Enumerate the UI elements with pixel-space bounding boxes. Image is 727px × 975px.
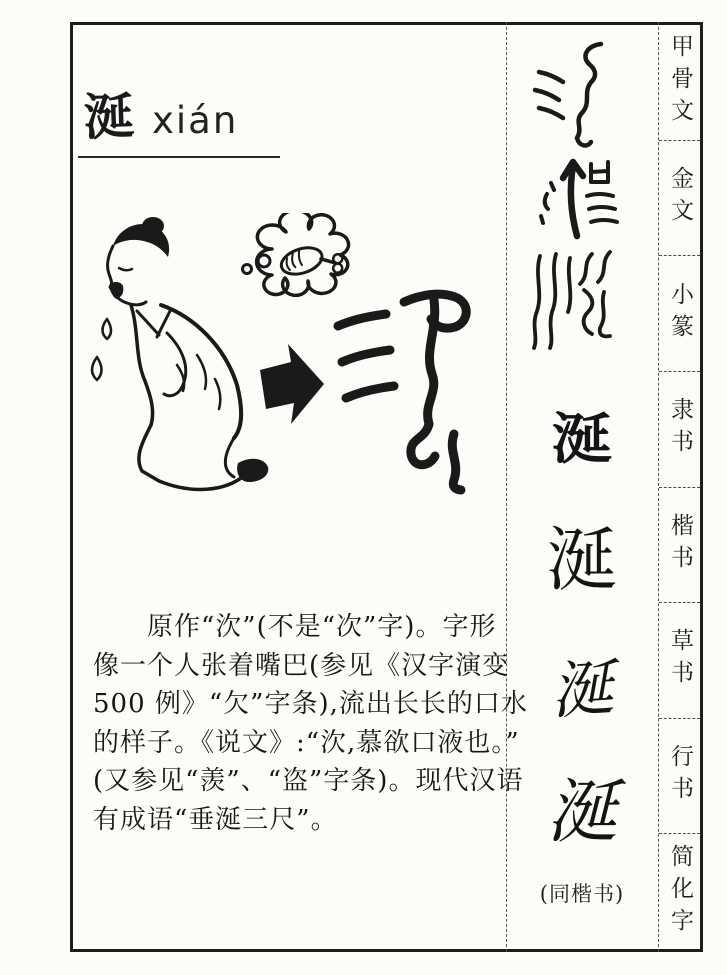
form-seal-glyph [526,246,626,354]
paragraph-line: 的样子。《说文》:“㳄,慕欲口液也。” [93,727,520,758]
form-simplified-note: (同楷书) [539,882,625,906]
open-mouth [110,282,123,299]
paragraph-line: (又参见“羡”、“盗”字条)。现代汉语 [93,766,524,796]
thought-trail-bubble [258,255,270,267]
hip-fold [225,438,234,477]
label-cell-simplified [659,834,700,949]
label-cell-regular [659,488,700,604]
label-oracle-bone: 甲骨文 [667,34,693,131]
label-small-seal: 小篆 [667,281,693,346]
label-bronze: 金文 [667,165,693,230]
label-cell-cursive [659,603,700,719]
headword-pinyin: xián [152,99,239,142]
header-underline [78,156,280,158]
form-clerical-script: 涎 [552,407,612,472]
right-arrow-icon [258,340,328,430]
back [161,305,241,438]
closed-eye [119,268,132,270]
foot [237,459,268,482]
paragraph-line: 像一个人张着嘴巴(参见《汉字演变 [93,650,510,681]
headword-character: 涎 [82,86,135,147]
label-cell-bronze [659,141,700,257]
label-cursive: 草书 [667,628,693,693]
person-figure [92,217,268,489]
label-cell-clerical [659,372,700,488]
paragraph-line: 有成语“垂涎三尺”。 [93,804,338,835]
label-clerical: 隶书 [667,397,693,462]
label-regular: 楷书 [667,512,693,577]
sleeve [164,333,186,396]
label-simplified: 简化字 [667,843,693,940]
hair-bun [142,217,164,235]
ancient-form-glyph [328,286,488,496]
label-cell-running [659,719,700,835]
paragraph-line: 500 例》“欠”字条),流出长长的口水 [93,689,528,719]
label-cell-small-seal [659,256,700,372]
label-running: 行书 [667,744,693,809]
definition-paragraph [93,608,528,839]
label-cell-oracle-bone [659,25,700,141]
paragraph-line: 原作“㳄”(不是“次”字)。字形 [147,612,497,642]
form-bronze-glyph [527,156,619,240]
thought-bubble [243,213,349,295]
drool-drops [92,319,111,380]
form-regular-script: 涎 [547,519,617,601]
thigh [139,425,159,481]
thought-trail-bubble [243,265,252,274]
form-oracle-bone-glyph [523,38,628,150]
form-running-script: 涎 [547,771,617,853]
script-labels-column [659,25,700,949]
form-cursive-script: 涎 [548,650,616,729]
